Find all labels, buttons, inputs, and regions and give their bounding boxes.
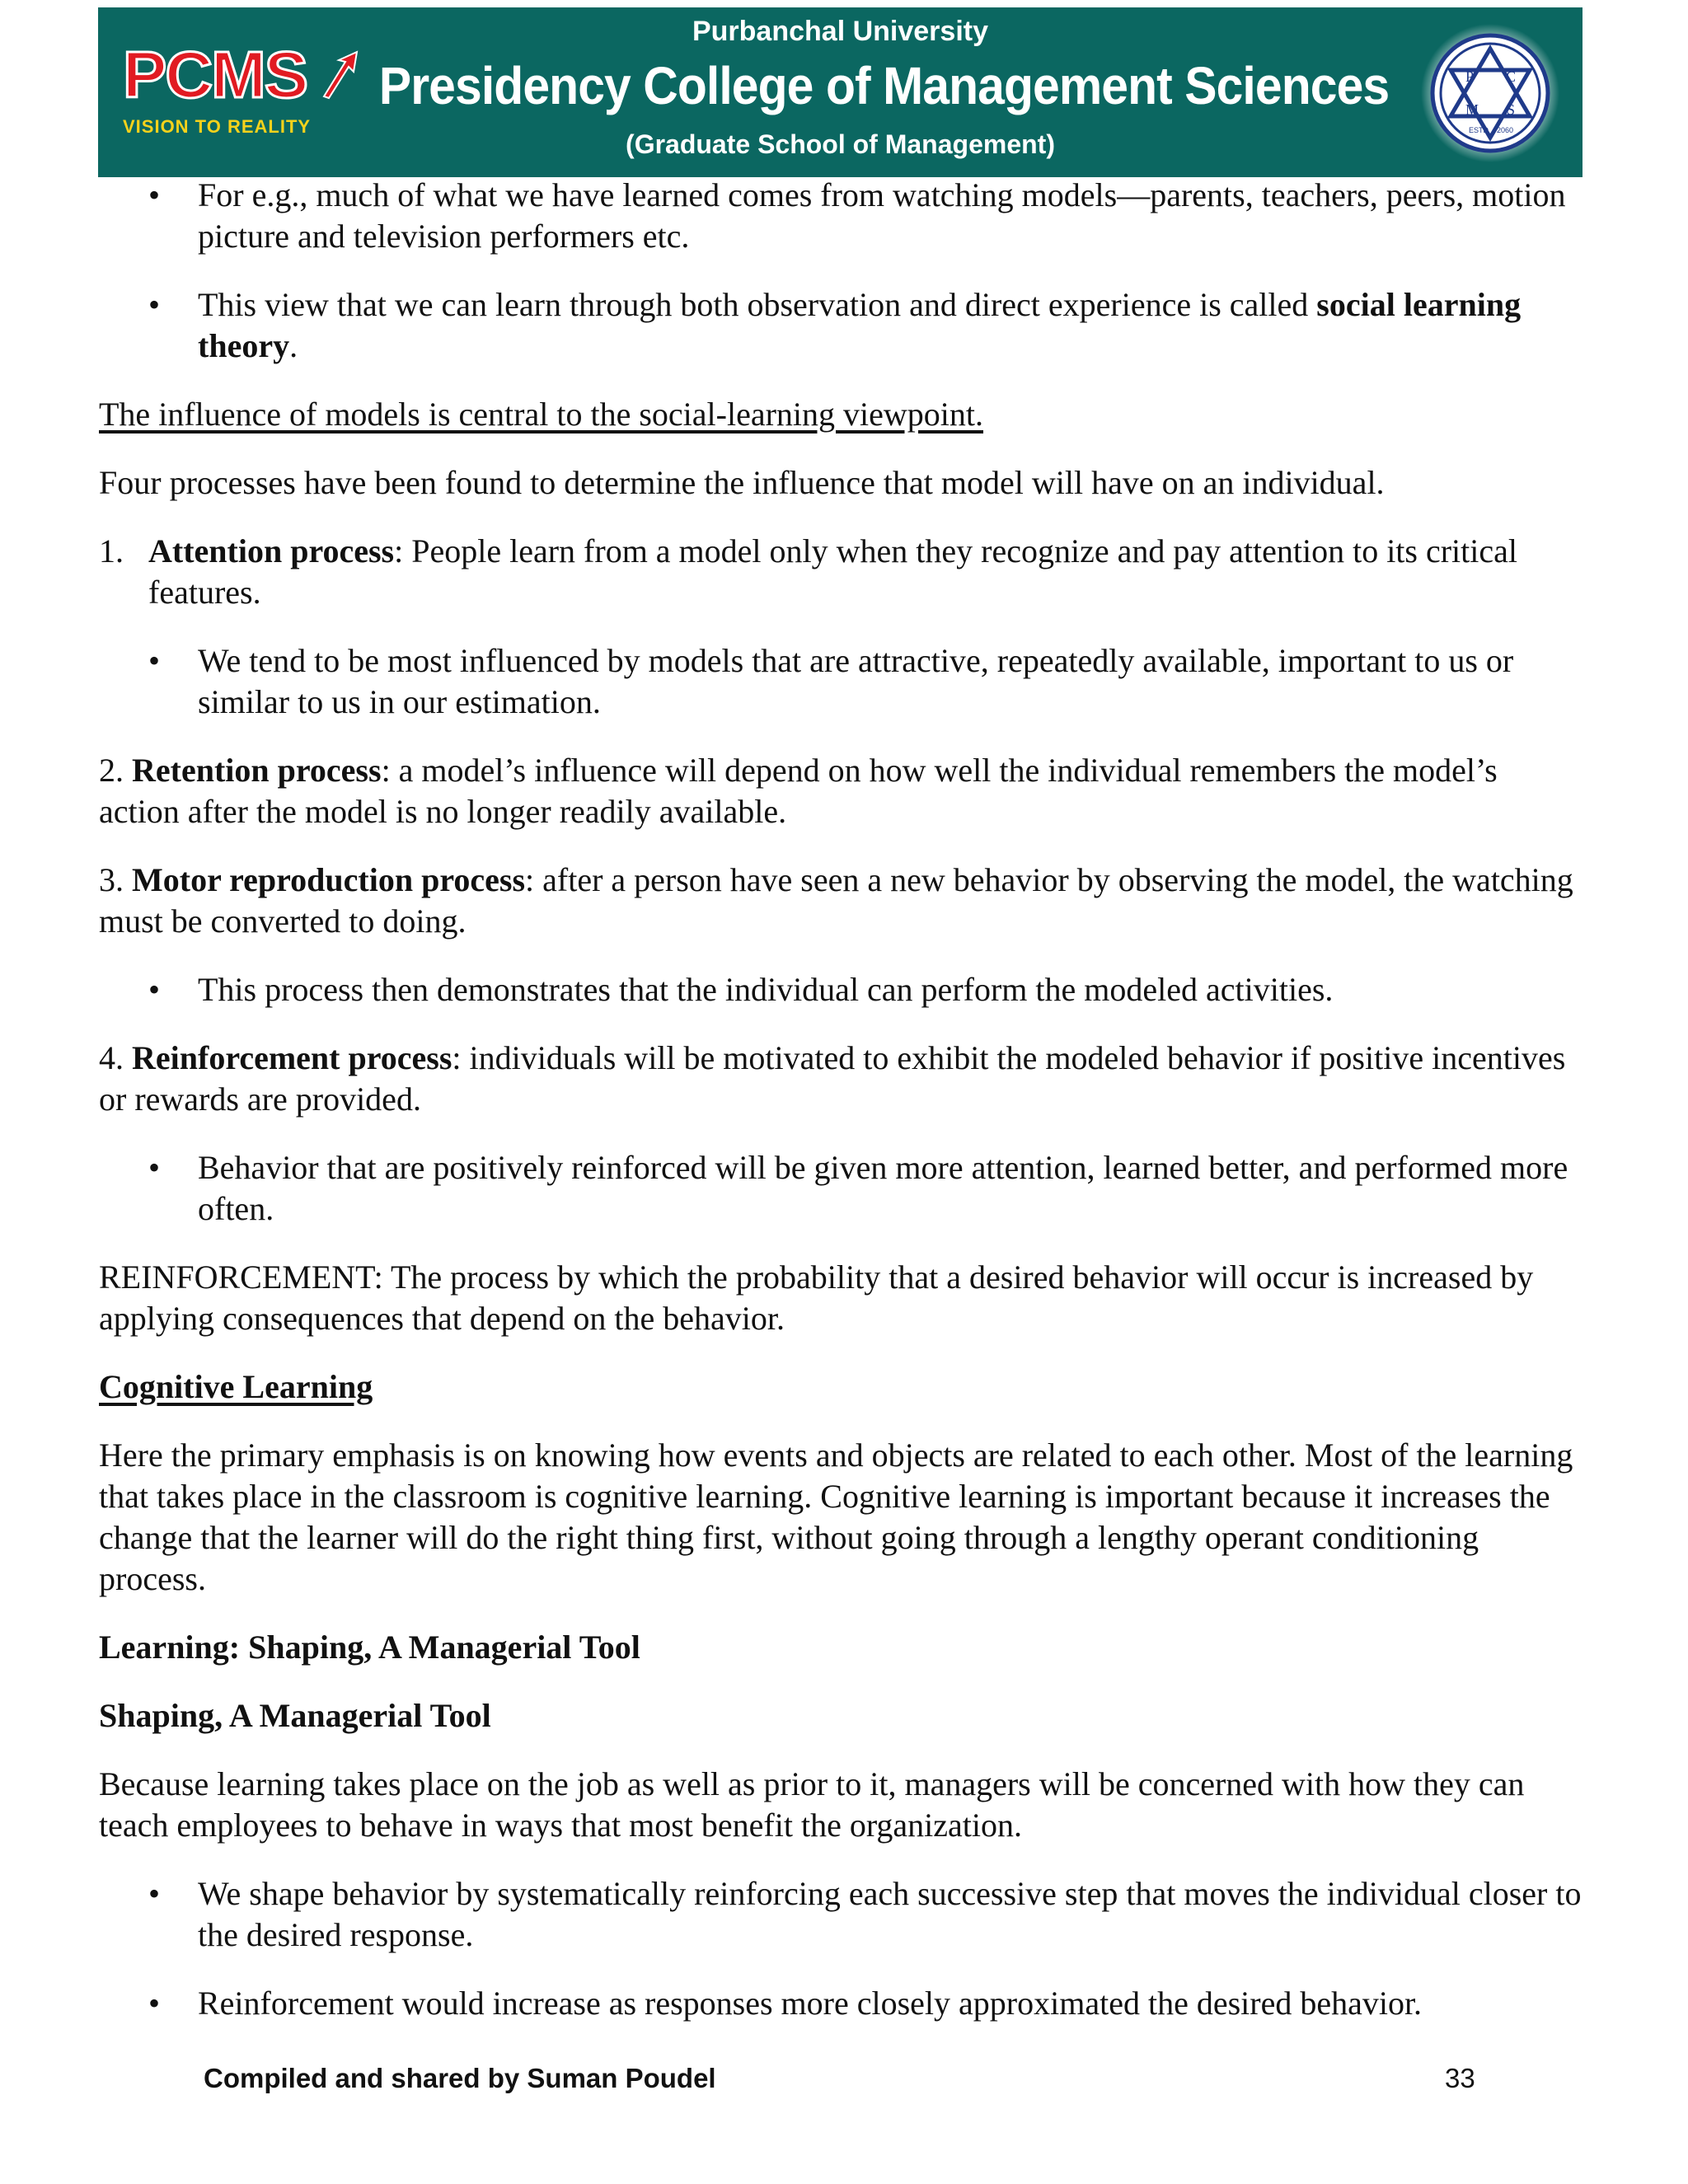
item-number: 1. — [99, 532, 124, 569]
item-term: Reinforcement process — [132, 1039, 452, 1076]
bullet-text: For e.g., much of what we have learned comes from watching models—parents, teachers, peers, motion picture and television performers etc. — [198, 176, 1566, 255]
college-name: Presidency College of Management Sciences — [378, 56, 1390, 115]
bullet-dot: • — [148, 971, 161, 1008]
item-text: : after a person have seen a new behavior by observing the model, the watching must be converted to doing. — [99, 861, 1573, 940]
bullet-item — [148, 1983, 1582, 2024]
bullet-text: This process then demonstrates that the individual can perform the modeled activities. — [198, 971, 1334, 1008]
bullet-text: This view that we can learn through both observation and direct experience is called — [198, 286, 1317, 323]
page-content — [99, 175, 1582, 2051]
bullet-dot: • — [148, 176, 161, 213]
item-text: : People learn from a model only when they recognize and pay attention to its critical features. — [148, 532, 1518, 611]
bullet-item — [148, 284, 1582, 367]
section-heading-cognitive — [99, 1366, 1582, 1408]
header-banner — [98, 7, 1582, 177]
section-heading-learning-shaping — [99, 1627, 1582, 1668]
four-processes-intro: Four processes have been found to determine the influence that model will have on an individual. — [99, 464, 1385, 501]
heading-text: Learning: Shaping, A Managerial Tool — [99, 1629, 640, 1666]
heading-text: Shaping, A Managerial Tool — [99, 1697, 491, 1734]
bullet-item — [148, 1147, 1582, 1230]
seal-letter-p: P — [1465, 68, 1475, 85]
seal-estd: ESTD — [1469, 126, 1489, 134]
item-term: Retention process — [132, 752, 382, 789]
bullet-text: We shape behavior by systematically reinforcing each successive step that moves the individual closer to the desired response. — [198, 1875, 1582, 1953]
influence-statement: The influence of models is central to the social-learning viewpoint. — [99, 396, 983, 433]
item-number: 3. — [99, 861, 132, 898]
bullet-item — [148, 1873, 1582, 1956]
shaping-paragraph: Because learning takes place on the job as well as prior to it, managers will be concerned with how they can teach employees to behave in ways that most benefit the organization. — [99, 1765, 1525, 1844]
numbered-item — [99, 531, 1582, 613]
university-name: Purbanchal University — [692, 16, 988, 47]
logo-wordmark: PCMS — [123, 38, 307, 111]
seal-letter-s: S — [1507, 101, 1516, 118]
school-name: (Graduate School of Management) — [626, 129, 1055, 159]
item-text: : a model’s influence will depend on how well the individual remembers the model’s action after the model is no longer readily available. — [99, 752, 1498, 830]
item-number: 2. — [99, 752, 132, 789]
bullet-item — [148, 969, 1582, 1010]
logo-tagline: VISION TO REALITY — [123, 116, 312, 137]
bullet-text: We tend to be most influenced by models that are attractive, repeatedly available, important to us or similar to us in our estimation. — [198, 642, 1514, 720]
item-text: : individuals will be motivated to exhibit the modeled behavior if positive incentives or rewards are provided. — [99, 1039, 1566, 1118]
bullet-dot: • — [148, 1149, 161, 1186]
bullet-dot: • — [148, 1985, 161, 2022]
heading-text: Cognitive Learning — [99, 1368, 373, 1405]
bullet-text: Behavior that are positively reinforced will be given more attention, learned better, and performed more often. — [198, 1149, 1568, 1227]
numbered-paragraph — [99, 860, 1582, 942]
cognitive-paragraph: Here the primary emphasis is on knowing how events and objects are related to each other. Most of the learning that takes place in the classroom is cognitive learning. Cognitive learning is important because it increases the change that the learner will do the right thing first, without going through a lengthy operant conditioning process. — [99, 1436, 1573, 1597]
bullet-dot: • — [148, 642, 161, 679]
bullet-item — [148, 175, 1582, 257]
bullet-text: Reinforcement would increase as responses more closely approximated the desired behavior. — [198, 1985, 1423, 2022]
numbered-paragraph — [99, 750, 1582, 832]
seal-letter-m: M — [1465, 101, 1479, 118]
bullet-dot: • — [148, 1875, 161, 1912]
arrow-up-icon — [321, 50, 359, 100]
college-seal-icon — [1421, 24, 1559, 162]
page-number: 33 — [1445, 2063, 1475, 2093]
bullet-item — [148, 640, 1582, 723]
item-term: Attention process — [148, 532, 395, 569]
section-heading-shaping — [99, 1695, 1582, 1736]
footer-credit: Compiled and shared by Suman Poudel — [204, 2063, 716, 2093]
bullet-text-end: . — [289, 327, 298, 364]
seal-letter-c: C — [1506, 68, 1517, 85]
bullet-bold-term: social learning theory — [198, 286, 1522, 364]
item-term: Motor reproduction process — [132, 861, 526, 898]
numbered-paragraph — [99, 1038, 1582, 1120]
reinforcement-definition: REINFORCEMENT: The process by which the probability that a desired behavior will occur is increased by applying consequences that depend on the behavior. — [99, 1258, 1534, 1337]
item-number: 4. — [99, 1039, 132, 1076]
seal-year: 2060 — [1497, 126, 1514, 134]
bullet-dot: • — [148, 286, 161, 323]
